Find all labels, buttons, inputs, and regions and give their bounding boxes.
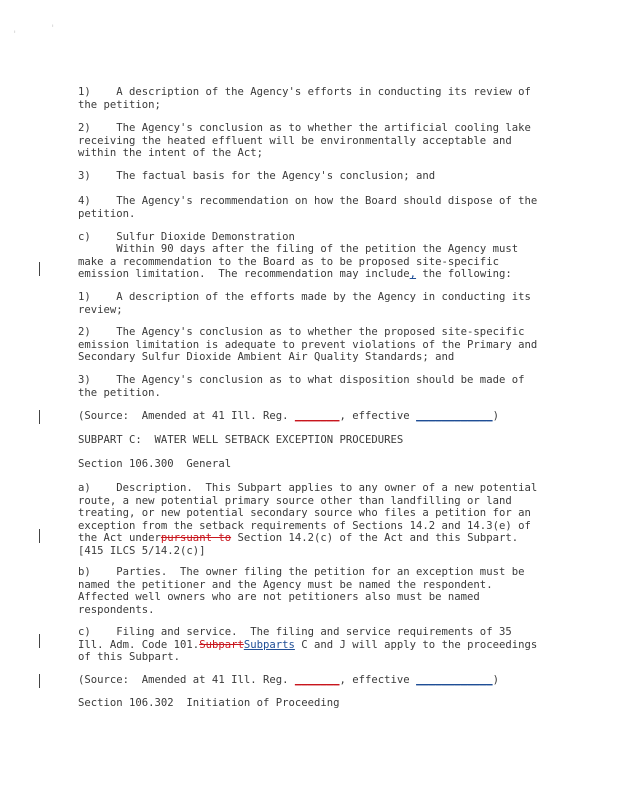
paragraph-b-parties: b) Parties. The owner filing the petition for an exception must be named the petitioner and the Agency must be named the respondent. Affected well owners who are not petitioners also must be named respondents.	[78, 566, 531, 616]
reg-blank: _______	[294, 410, 340, 422]
source-middle: , effective	[339, 674, 417, 686]
change-bar	[39, 529, 40, 543]
item-c2-conclusion: 2) The Agency's conclusion as to whether the proposed site-specific emission limitation is adequate to prevent violations of the Primary and Secondary Sulfur Dioxide Ambient Air Quality Standards; and	[78, 326, 544, 364]
source-prefix: (Source: Amended at 41 Ill. Reg.	[78, 674, 295, 686]
source-note	[78, 674, 543, 687]
effective-blank: ____________	[416, 674, 493, 686]
paragraph-c-text: c) Filing and service. The filing and service requirements of 35 Ill. Adm. Code 101.	[78, 626, 519, 651]
section-c-heading: c) Sulfur Dioxide Demonstration	[78, 231, 295, 243]
deleted-text: Subpart	[199, 638, 244, 651]
change-bar	[39, 410, 40, 424]
source-prefix: (Source: Amended at 41 Ill. Reg.	[78, 410, 295, 422]
paragraph-c-text-end: C and J will apply to the proceedings of this Subpart.	[78, 638, 544, 664]
item-2-agency-conclusion: 2) The Agency's conclusion as to whether the artificial cooling lake receiving the heated effluent will be environmentally acceptable and within the intent of the Act;	[78, 122, 538, 160]
change-bar	[39, 634, 40, 648]
section-106-300-title: Section 106.300 General	[78, 458, 232, 470]
source-note	[78, 410, 543, 423]
paragraph-c-filing	[78, 626, 543, 664]
scan-mark: '	[12, 30, 18, 40]
inserted-comma: ,	[409, 268, 417, 281]
item-1-review-efforts: 1) A description of the Agency's efforts in conducting its review of the petition;	[78, 86, 538, 111]
inserted-text: Subparts	[243, 638, 295, 651]
source-suffix: )	[492, 410, 499, 422]
source-middle: , effective	[339, 410, 417, 422]
item-c3-disposition: 3) The Agency's conclusion as to what disposition should be made of the petition.	[78, 374, 531, 399]
paragraph-a-text-end: Section 14.2(c) of the Act and this Subpart. [415 ILCS 5/14.2(c)]	[78, 532, 525, 557]
effective-blank: ____________	[416, 410, 493, 422]
intro-text: Within 90 days after the filing of the petition the Agency must make a recommendation to the Board as to be proposed site-specific emission limitation. The recommendation may include	[78, 243, 525, 281]
scan-mark: '	[50, 24, 56, 34]
section-c-intro	[78, 243, 543, 281]
deleted-text: pursuant to	[160, 532, 232, 545]
intro-text-end: the following:	[416, 268, 512, 281]
paragraph-a-text: a) Description. This Subpart applies to any owner of a new potential route, a new potential primary source other than landfilling or land treating, or new potential secondary source who files a petition for an exception from the setback requirements of Sections 14.2 and 14.3(e) of the Act under	[78, 482, 544, 545]
subpart-heading: SUBPART C: WATER WELL SETBACK EXCEPTION PROCEDURES	[78, 434, 404, 446]
paragraph-a-description	[78, 482, 543, 558]
section-106-302-title: Section 106.302 Initiation of Proceeding	[78, 697, 340, 709]
change-bar	[39, 674, 40, 688]
item-4-recommendation: 4) The Agency's recommendation on how the Board should dispose of the petition.	[78, 195, 544, 220]
change-bar	[39, 262, 40, 276]
item-3-factual-basis: 3) The factual basis for the Agency's conclusion; and	[78, 170, 436, 182]
source-suffix: )	[492, 674, 499, 686]
item-c1-efforts: 1) A description of the efforts made by the Agency in conducting its review;	[78, 291, 538, 316]
reg-blank: _______	[294, 674, 340, 686]
